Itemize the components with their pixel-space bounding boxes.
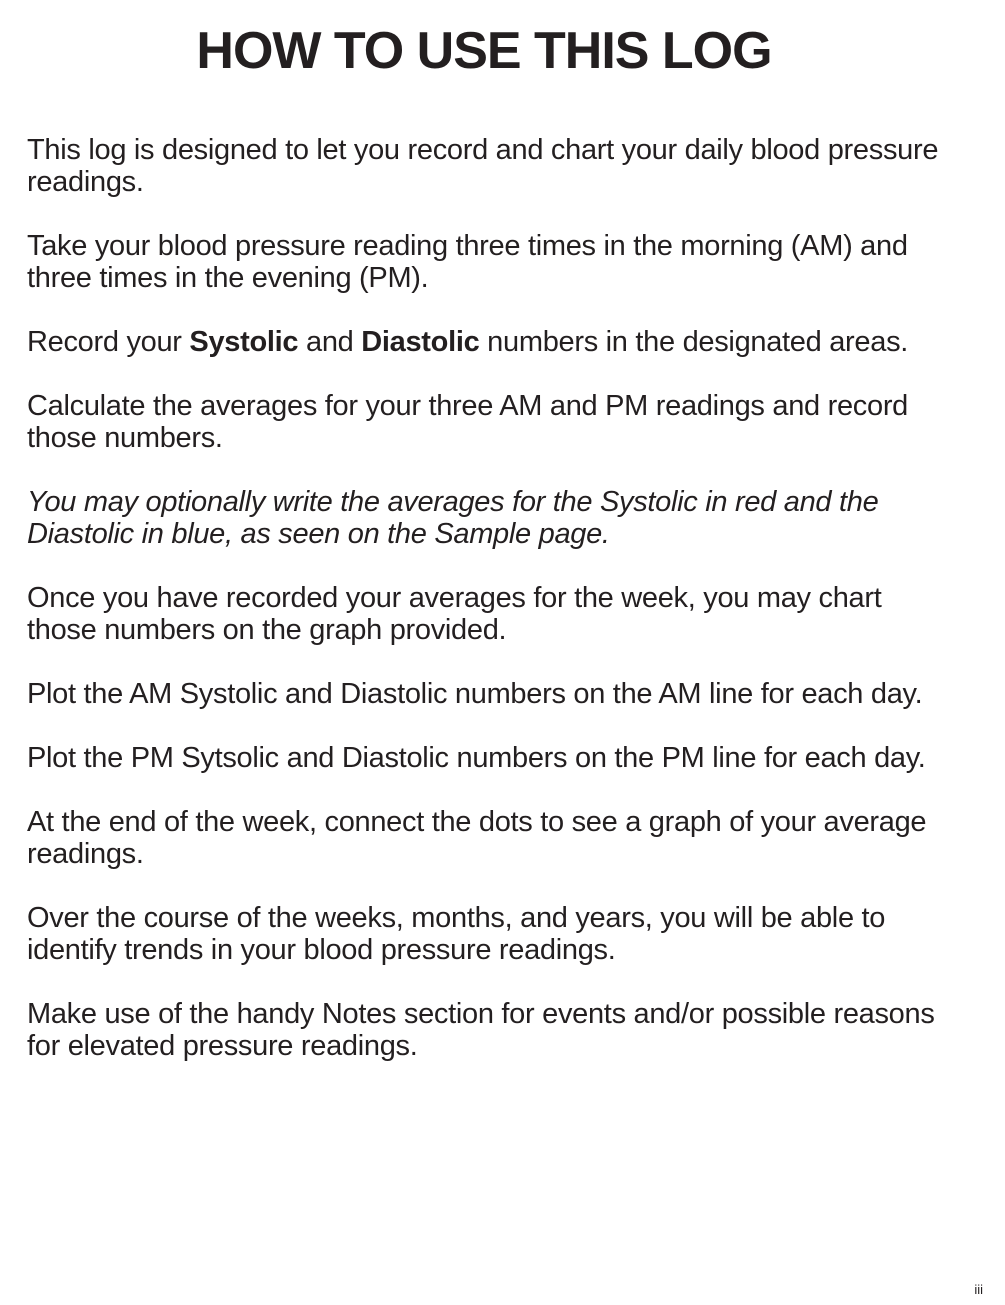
paragraph-record-numbers	[27, 326, 957, 358]
paragraph-plot-pm: Plot the PM Sytsolic and Diastolic numbers on the PM line for each day.	[27, 742, 926, 774]
paragraph-trends: Over the course of the weeks, months, and years, you will be able to identify trends in your blood pressure readings.	[27, 902, 886, 966]
paragraph-chart: Once you have recorded your averages for the week, you may chart those numbers on the graph provided.	[27, 582, 882, 646]
text-segment: and	[298, 326, 362, 358]
paragraph-reading-times: Take your blood pressure reading three times in the morning (AM) and three times in the evening (PM).	[27, 230, 908, 294]
text-segment: Record your	[27, 326, 190, 358]
paragraph-notes: Make use of the handy Notes section for events and/or possible reasons for elevated pressure readings.	[27, 998, 935, 1062]
paragraph-connect-dots: At the end of the week, connect the dots to see a graph of your average readings.	[27, 806, 927, 870]
systolic-term: Systolic	[189, 326, 299, 358]
paragraph-color-tip: You may optionally write the averages for the Systolic in red and the Diastolic in blue, as seen on the Sample page.	[27, 486, 879, 550]
instructions-body	[27, 134, 957, 1094]
page-title: HOW TO USE THIS LOG	[196, 22, 772, 80]
paragraph-intro: This log is designed to let you record and chart your daily blood pressure readings.	[27, 134, 939, 198]
page-number: iii	[974, 1282, 983, 1297]
text-segment: numbers in the designated areas.	[479, 326, 909, 358]
diastolic-term: Diastolic	[361, 326, 480, 358]
paragraph-plot-am: Plot the AM Systolic and Diastolic numbers on the AM line for each day.	[27, 678, 923, 710]
paragraph-averages: Calculate the averages for your three AM and PM readings and record those numbers.	[27, 390, 909, 454]
